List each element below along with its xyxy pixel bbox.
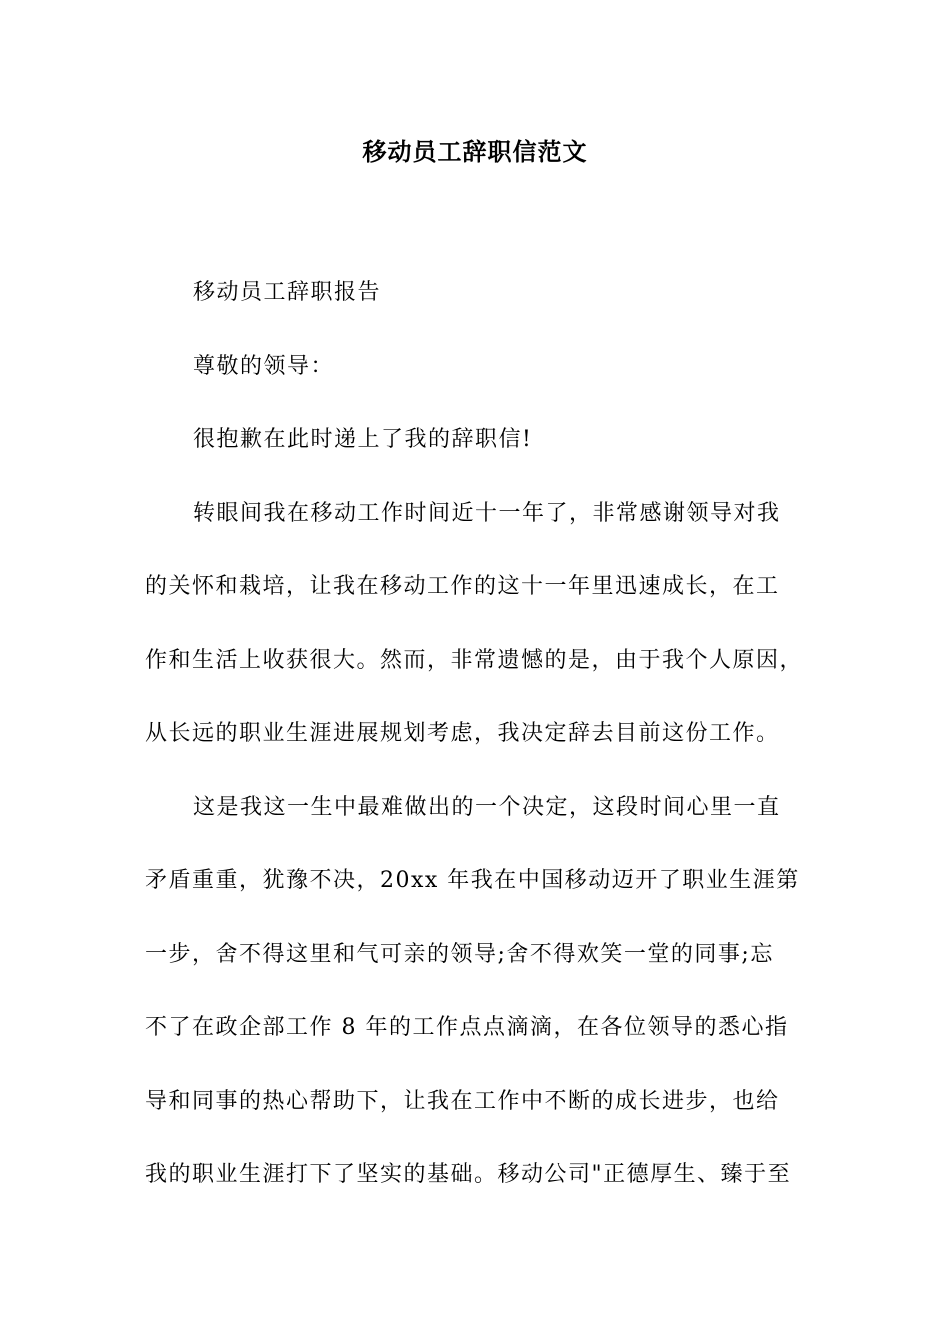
paragraph-decision bbox=[145, 771, 825, 1212]
paragraph-gratitude bbox=[145, 477, 825, 771]
text-line: 不了在政企部工作 8 年的工作点点滴滴，在各位领导的悉心指 bbox=[145, 1015, 789, 1040]
text-line: 转眼间我在移动工作时间近十一年了，非常感谢领导对我 bbox=[193, 500, 781, 526]
document-body bbox=[145, 256, 825, 1212]
text-line: 从长远的职业生涯进展规划考虑，我决定辞去目前这份工作。 bbox=[145, 721, 780, 746]
text-line: 很抱歉在此时递上了我的辞职信! bbox=[193, 427, 533, 452]
text-line: 一步，舍不得这里和气可亲的领导;舍不得欢笑一堂的同事;忘 bbox=[145, 941, 774, 967]
salutation: 尊敬的领导： bbox=[193, 353, 335, 379]
text-line: 这是我这一生中最难做出的一个决定，这段时间心里一直 bbox=[193, 794, 781, 820]
text-line: 导和同事的热心帮助下，让我在工作中不断的成长进步，也给 bbox=[145, 1088, 780, 1114]
text-line: 作和生活上收获很大。然而，非常遗憾的是，由于我个人原因， bbox=[145, 647, 804, 673]
text-line: 矛盾重重，犹豫不决，20xx 年我在中国移动迈开了职业生涯第 bbox=[145, 868, 800, 893]
text-line: 的关怀和栽培，让我在移动工作的这十一年里迅速成长，在工 bbox=[145, 574, 780, 599]
document-title: 移动员工辞职信范文 bbox=[362, 137, 588, 166]
text-line: 我的职业生涯打下了坚实的基础。移动公司"正德厚生、臻于至 bbox=[145, 1162, 792, 1187]
paragraph-apology bbox=[145, 403, 825, 477]
report-heading: 移动员工辞职报告 bbox=[193, 280, 382, 305]
